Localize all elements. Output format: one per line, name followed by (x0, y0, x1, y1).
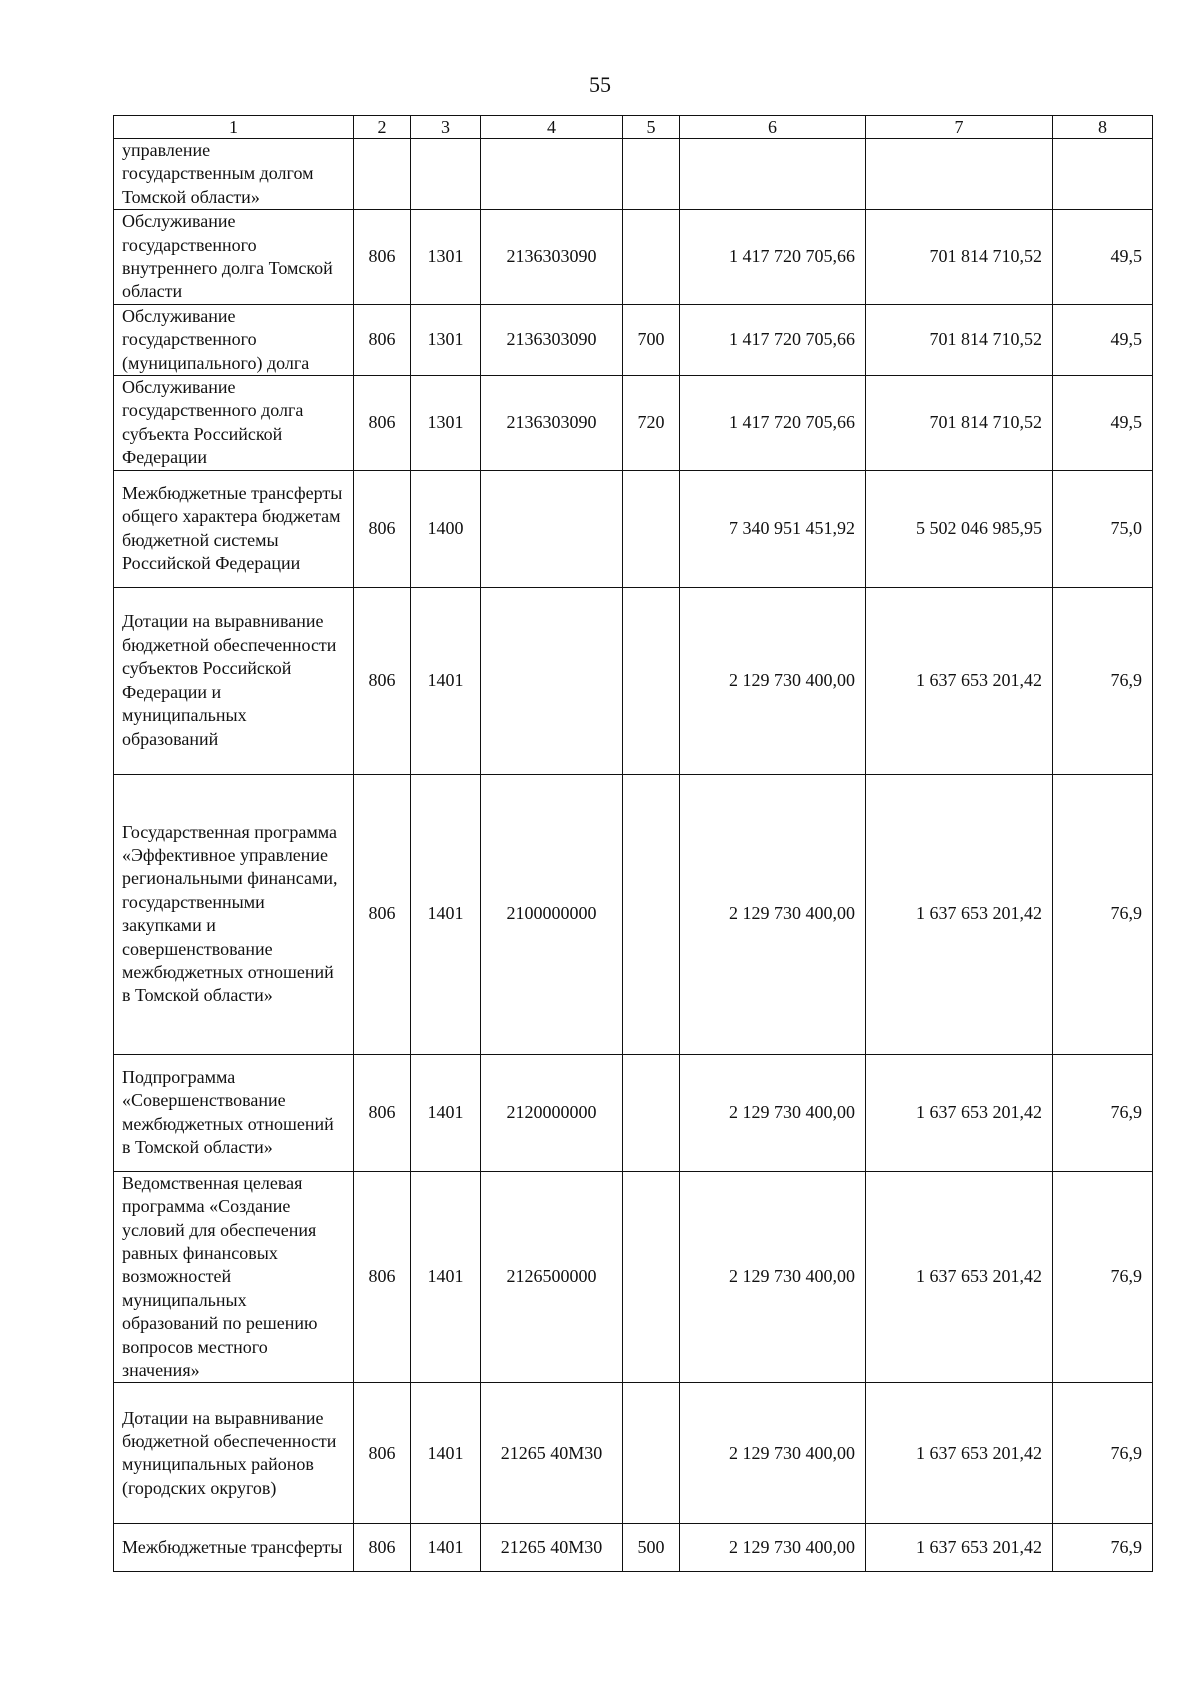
column-header: 1 (114, 116, 354, 139)
row-name: Межбюджетные трансферты общего характера бюджетам бюджетной системы Российской Федерации (114, 470, 354, 587)
expense-type-code (623, 1171, 680, 1383)
planned-amount: 2 129 730 400,00 (680, 1171, 866, 1383)
executed-amount: 701 814 710,52 (866, 304, 1053, 375)
table-row (114, 376, 1153, 471)
row-name: Обслуживание государственного долга субъекта Российской Федерации (114, 376, 354, 471)
target-article-code: 2136303090 (481, 210, 623, 305)
column-header: 8 (1053, 116, 1153, 139)
ministry-code: 806 (354, 1524, 411, 1572)
planned-amount: 1 417 720 705,66 (680, 376, 866, 471)
execution-percent: 49,5 (1053, 304, 1153, 375)
planned-amount: 1 417 720 705,66 (680, 210, 866, 305)
table-row (114, 587, 1153, 774)
expense-type-code (623, 1054, 680, 1171)
execution-percent: 75,0 (1053, 470, 1153, 587)
expense-type-code: 500 (623, 1524, 680, 1572)
expense-type-code: 700 (623, 304, 680, 375)
execution-percent: 76,9 (1053, 1383, 1153, 1524)
ministry-code (354, 139, 411, 210)
table-row (114, 1054, 1153, 1171)
execution-percent: 76,9 (1053, 1524, 1153, 1572)
planned-amount: 2 129 730 400,00 (680, 1054, 866, 1171)
execution-percent: 76,9 (1053, 774, 1153, 1054)
table-row (114, 774, 1153, 1054)
executed-amount: 1 637 653 201,42 (866, 1524, 1053, 1572)
executed-amount: 701 814 710,52 (866, 210, 1053, 305)
target-article-code (481, 139, 623, 210)
table-row (114, 1171, 1153, 1383)
target-article-code: 21265 40M30 (481, 1383, 623, 1524)
row-name: управление государственным долгом Томской области» (114, 139, 354, 210)
expense-type-code (623, 587, 680, 774)
ministry-code: 806 (354, 1383, 411, 1524)
ministry-code: 806 (354, 210, 411, 305)
target-article-code (481, 587, 623, 774)
section-code: 1301 (411, 376, 481, 471)
executed-amount: 1 637 653 201,42 (866, 774, 1053, 1054)
budget-table (113, 115, 1153, 1572)
expense-type-code (623, 139, 680, 210)
executed-amount: 1 637 653 201,42 (866, 1171, 1053, 1383)
column-header: 5 (623, 116, 680, 139)
planned-amount: 2 129 730 400,00 (680, 587, 866, 774)
expense-type-code (623, 1383, 680, 1524)
row-name: Дотации на выравнивание бюджетной обеспеченности муниципальных районов (городских округов) (114, 1383, 354, 1524)
execution-percent: 76,9 (1053, 1171, 1153, 1383)
execution-percent: 76,9 (1053, 1054, 1153, 1171)
section-code: 1401 (411, 587, 481, 774)
planned-amount: 2 129 730 400,00 (680, 1383, 866, 1524)
target-article-code: 2126500000 (481, 1171, 623, 1383)
ministry-code: 806 (354, 470, 411, 587)
execution-percent (1053, 139, 1153, 210)
table-row (114, 139, 1153, 210)
expense-type-code (623, 210, 680, 305)
section-code: 1301 (411, 304, 481, 375)
section-code: 1401 (411, 1524, 481, 1572)
target-article-code: 2120000000 (481, 1054, 623, 1171)
target-article-code: 21265 40M30 (481, 1524, 623, 1572)
expense-type-code (623, 774, 680, 1054)
target-article-code: 2136303090 (481, 304, 623, 375)
expense-type-code (623, 470, 680, 587)
execution-percent: 49,5 (1053, 376, 1153, 471)
ministry-code: 806 (354, 774, 411, 1054)
column-header: 2 (354, 116, 411, 139)
expense-type-code: 720 (623, 376, 680, 471)
table-row (114, 1524, 1153, 1572)
executed-amount: 1 637 653 201,42 (866, 587, 1053, 774)
row-name: Государственная программа «Эффективное управление региональными финансами, государственными закупками и совершенствование межбюджетных отношений в Томской области» (114, 774, 354, 1054)
target-article-code (481, 470, 623, 587)
target-article-code: 2136303090 (481, 376, 623, 471)
planned-amount: 1 417 720 705,66 (680, 304, 866, 375)
section-code: 1301 (411, 210, 481, 305)
executed-amount: 1 637 653 201,42 (866, 1383, 1053, 1524)
row-name: Дотации на выравнивание бюджетной обеспеченности субъектов Российской Федерации и муниципальных образований (114, 587, 354, 774)
table-row (114, 210, 1153, 305)
table-row (114, 470, 1153, 587)
section-code: 1401 (411, 1171, 481, 1383)
section-code: 1401 (411, 1383, 481, 1524)
section-code: 1400 (411, 470, 481, 587)
executed-amount: 1 637 653 201,42 (866, 1054, 1053, 1171)
ministry-code: 806 (354, 376, 411, 471)
section-code: 1401 (411, 774, 481, 1054)
ministry-code: 806 (354, 304, 411, 375)
ministry-code: 806 (354, 1171, 411, 1383)
executed-amount: 5 502 046 985,95 (866, 470, 1053, 587)
ministry-code: 806 (354, 1054, 411, 1171)
table-row (114, 304, 1153, 375)
row-name: Ведомственная целевая программа «Создание условий для обеспечения равных финансовых возможностей муниципальных образований по решению вопросов местного значения» (114, 1171, 354, 1383)
column-header: 3 (411, 116, 481, 139)
page-number: 55 (589, 72, 611, 97)
planned-amount: 2 129 730 400,00 (680, 1524, 866, 1572)
header-row (114, 116, 1153, 139)
ministry-code: 806 (354, 587, 411, 774)
row-name: Подпрограмма «Совершенствование межбюджетных отношений в Томской области» (114, 1054, 354, 1171)
section-code: 1401 (411, 1054, 481, 1171)
target-article-code: 2100000000 (481, 774, 623, 1054)
execution-percent: 76,9 (1053, 587, 1153, 774)
table-row (114, 1383, 1153, 1524)
planned-amount: 2 129 730 400,00 (680, 774, 866, 1054)
executed-amount (866, 139, 1053, 210)
executed-amount: 701 814 710,52 (866, 376, 1053, 471)
section-code (411, 139, 481, 210)
column-header: 4 (481, 116, 623, 139)
planned-amount: 7 340 951 451,92 (680, 470, 866, 587)
column-header: 6 (680, 116, 866, 139)
planned-amount (680, 139, 866, 210)
execution-percent: 49,5 (1053, 210, 1153, 305)
column-header: 7 (866, 116, 1053, 139)
row-name: Обслуживание государственного (муниципального) долга (114, 304, 354, 375)
row-name: Межбюджетные трансферты (114, 1524, 354, 1572)
row-name: Обслуживание государственного внутреннего долга Томской области (114, 210, 354, 305)
